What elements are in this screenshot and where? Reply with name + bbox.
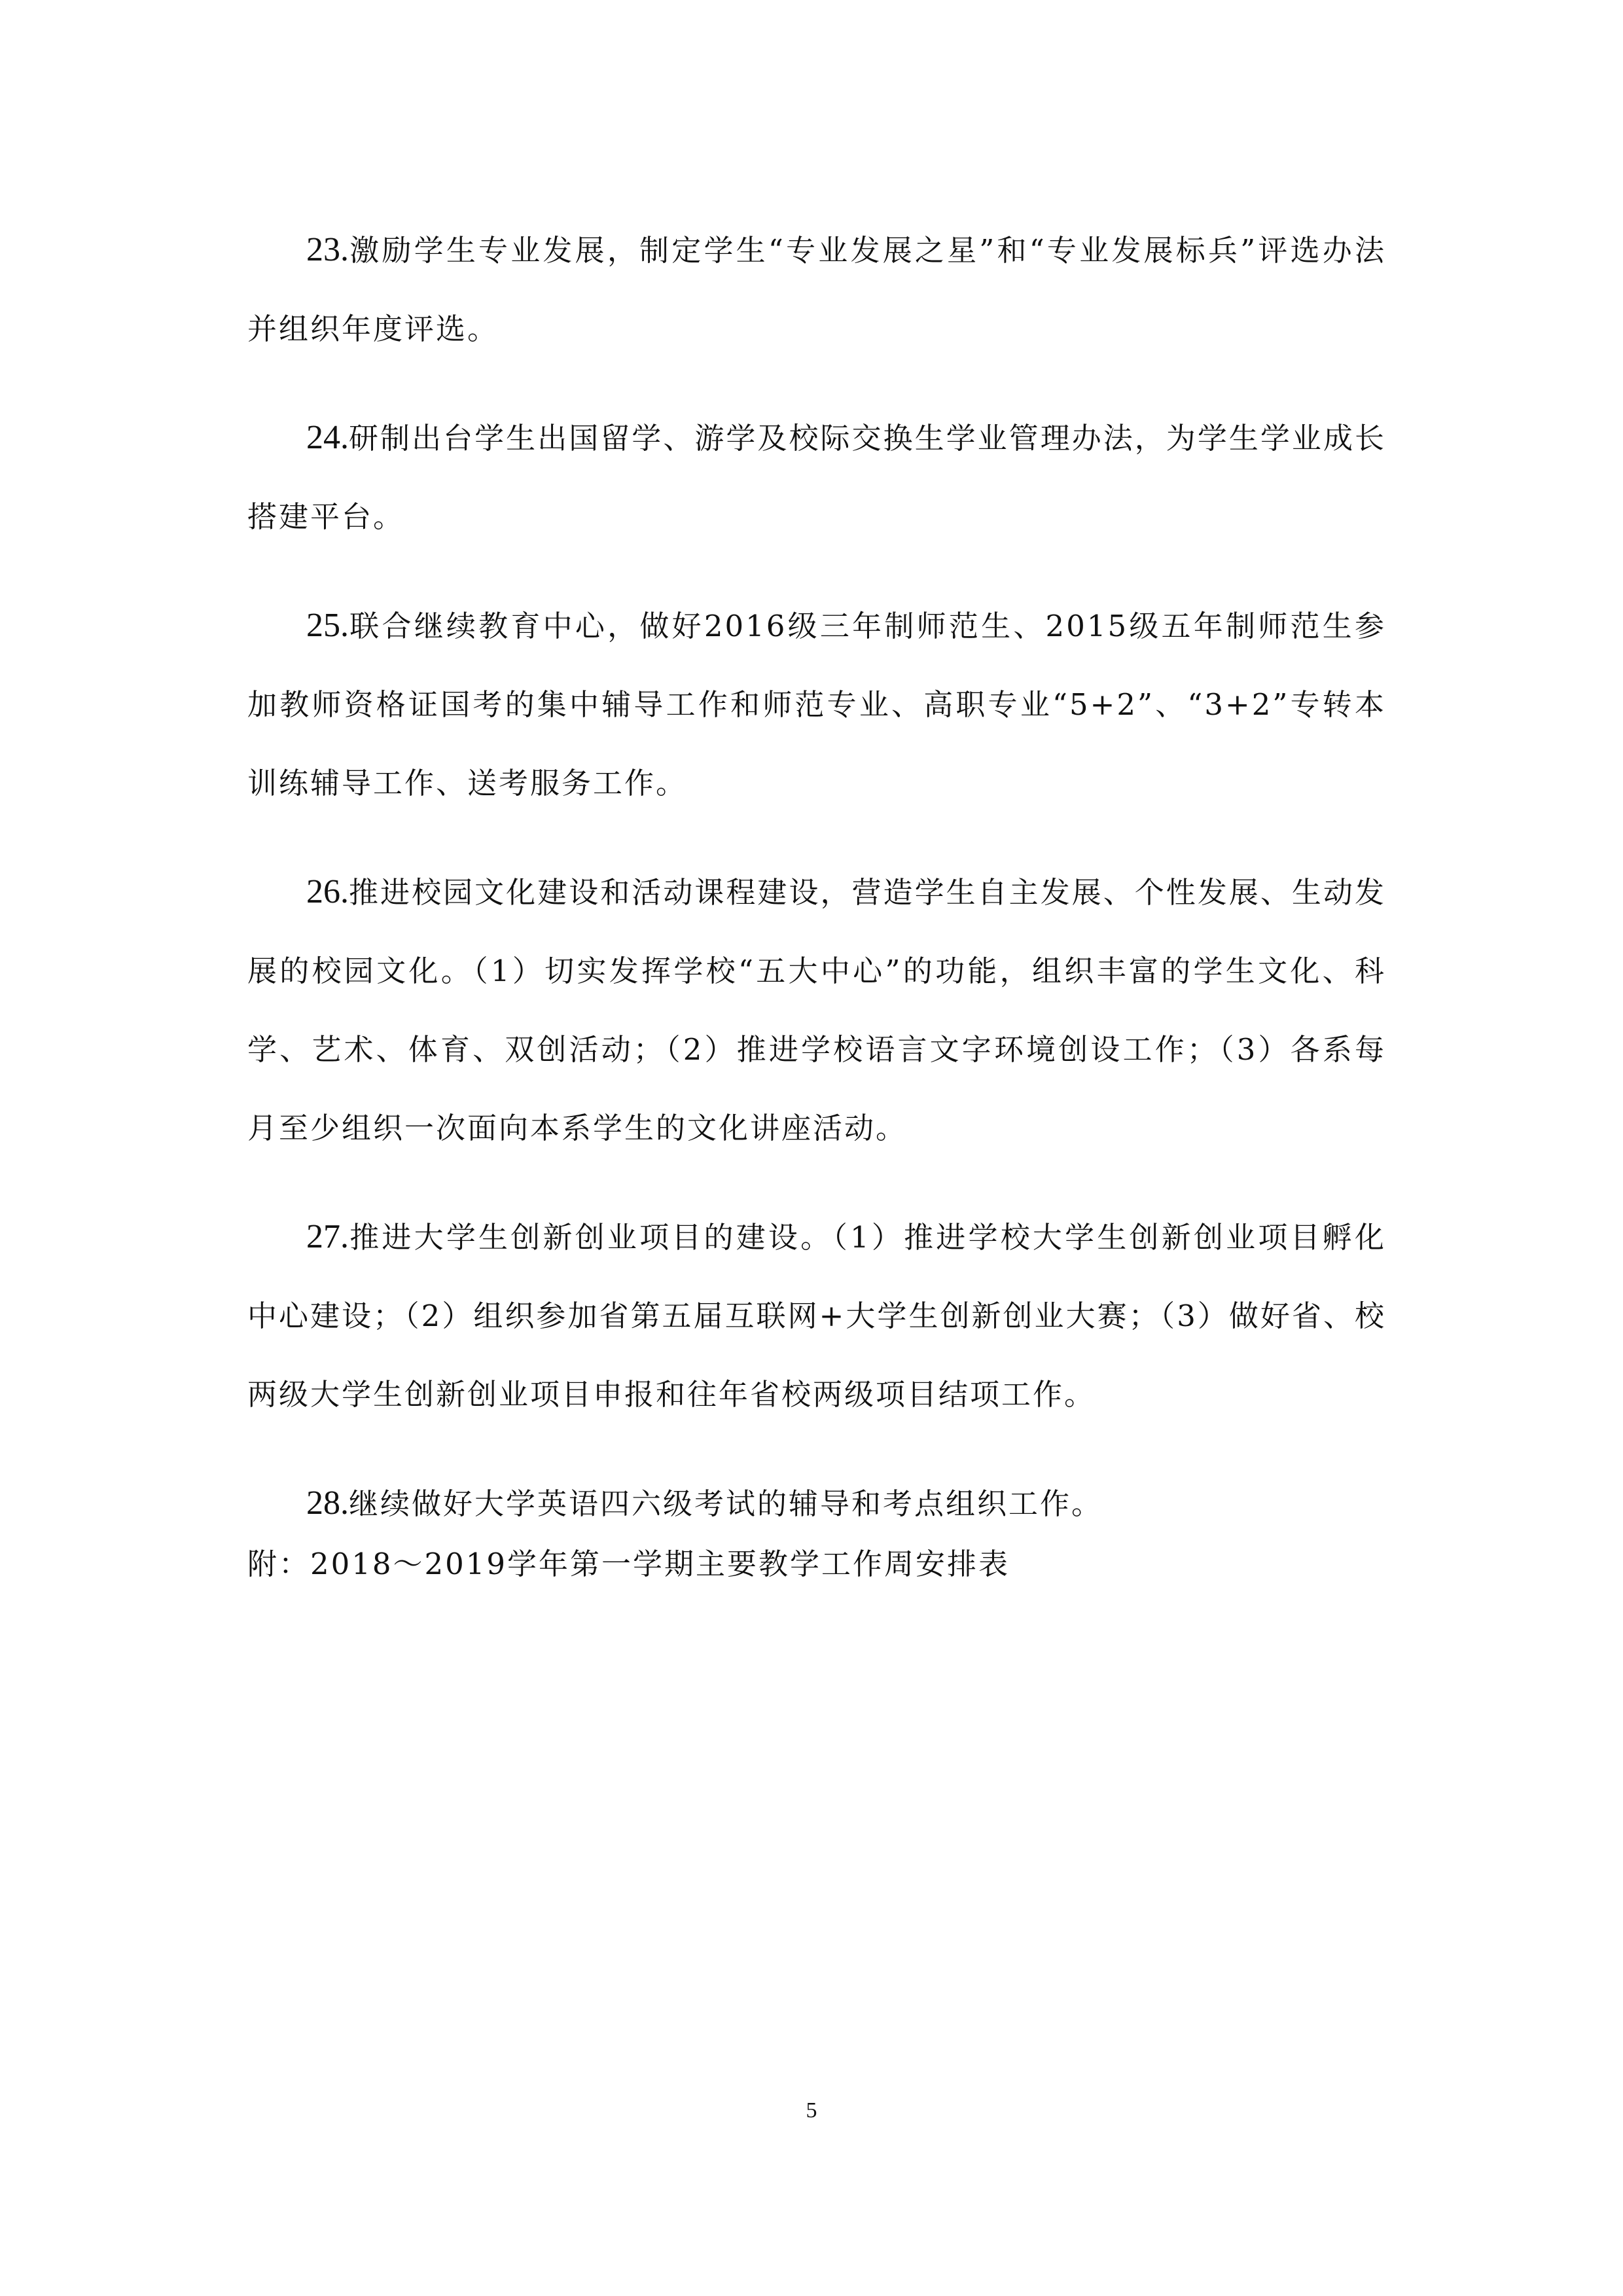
list-item <box>247 211 1386 368</box>
item-text: 联合继续教育中心，做好2016级三年制师范生、2015级五年制师范生参加教师资格证国考的集中辅导工作和师范专业、高职专业“5+2”、“3+2”专转本训练辅导工作、送考服务工作。 <box>247 609 1386 800</box>
list-item <box>247 853 1386 1168</box>
item-number: 27. <box>306 1218 349 1255</box>
paragraph <box>247 399 1386 556</box>
item-text: 激励学生专业发展，制定学生“专业发展之星”和“专业发展标兵”评选办法并组织年度评选。 <box>247 233 1386 346</box>
item-text: 继续做好大学英语四六级考试的辅导和考点组织工作。 <box>349 1486 1103 1521</box>
item-text: 推进大学生创新创业项目的建设。（1）推进学校大学生创新创业项目孵化中心建设；（2）组织参加省第五届互联网+大学生创新创业大赛；（3）做好省、校两级大学生创新创业项目申报和往年省校两级项目结项工作。 <box>247 1220 1386 1412</box>
item-text: 推进校园文化建设和活动课程建设，营造学生自主发展、个性发展、生动发展的校园文化。（1）切实发挥学校“五大中心”的功能，组织丰富的学生文化、科学、艺术、体育、双创活动；（2）推进学校语言文字环境创设工作；（3）各系每月至少组织一次面向本系学生的文化讲座活动。 <box>247 875 1386 1145</box>
list-item <box>247 586 1386 823</box>
list-item <box>247 399 1386 556</box>
document-body <box>247 211 1386 1573</box>
item-number: 24. <box>306 419 349 456</box>
paragraph <box>247 853 1386 1168</box>
page-number: 5 <box>806 2098 817 2123</box>
paragraph <box>247 211 1386 368</box>
paragraph <box>247 1198 1386 1434</box>
attachment-note: 附：2018～2019学年第一学期主要教学工作周安排表 <box>247 1547 1010 1581</box>
item-number: 23. <box>306 231 349 268</box>
item-text: 研制出台学生出国留学、游学及校际交换生学业管理办法，为学生学业成长搭建平台。 <box>247 421 1386 534</box>
item-number: 25. <box>306 607 349 644</box>
item-number: 26. <box>306 873 349 910</box>
paragraph <box>247 586 1386 823</box>
item-number: 28. <box>306 1484 349 1522</box>
list-item <box>247 1198 1386 1434</box>
